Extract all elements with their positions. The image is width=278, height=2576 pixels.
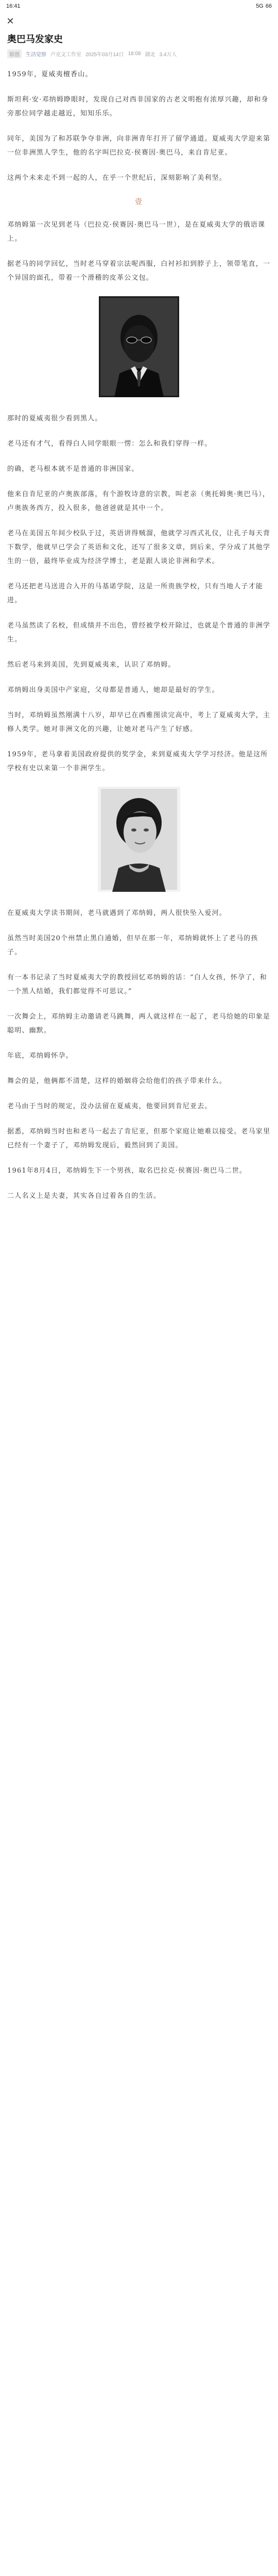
paragraph: 那时的夏威夷很少看到黑人。 — [7, 415, 102, 422]
publish-date: 2025年03月14日 — [85, 52, 124, 58]
portrait-man-image — [99, 296, 179, 397]
paragraph: 1959年，老马拿着美国政府提供的奖学金，来到夏威夷大学学习经济。他是这所学校有史以来第一个非洲学生。 — [7, 751, 268, 772]
author-name[interactable]: 生活觉察 — [26, 52, 46, 58]
portrait-woman-image — [98, 787, 180, 892]
paragraph: 1961年8月4日，邓纳姆生下一个男孩，取名巴拉克·侯赛因·奥巴马二世。 — [7, 1167, 247, 1175]
paragraph: 有一本书记录了当时夏威夷大学的教授回忆邓纳姆的话：“白人女孩，怀孕了，和一个黑人结婚，我们都觉得不可思议。” — [7, 974, 267, 995]
paragraph: 老马还把老马送进合入开的马基诺学院，这是一所贵族学校，只有当地人子才能进。 — [7, 583, 264, 604]
paragraph: 他来自肯尼亚的卢奥族部落，有个游牧诗意的宗教，叫老亲（奥托姆奥·奥巴马），卢奥族务西方，投入很多，他爸爸就是其中一个。 — [7, 490, 270, 512]
paragraph: 老马虽然读了名校，但成绩并不出色，曾经被学校开除过，也就是个普通的非洲学生。 — [7, 622, 271, 643]
status-time: 16:41 — [6, 3, 21, 9]
paragraph: 当时，邓纳姆虽然刚满十八岁，却早已在西雅图读完高中，考上了夏威夷大学，主修人类学。她对非洲文化的兴趣，让她对老马产生了好感。 — [7, 711, 271, 733]
photo-portrait-woman — [7, 787, 271, 892]
status-bar — [0, 0, 278, 12]
section-divider: 壹 — [135, 198, 143, 206]
original-badge: 原创 — [7, 49, 22, 58]
publish-location: 湖北 — [145, 52, 155, 58]
paragraph: 舞会的是，他俩都不清楚，这样的婚姻将会给他们的孩子带来什么。 — [7, 1077, 227, 1085]
paragraph: 邓纳姆出身美国中产家庭，父母都是普通人，她却是最好的学生。 — [7, 686, 219, 694]
paragraph: 老马还有才气，看得白人同学眼眼一愣：怎么和我们穿得一样。 — [7, 440, 212, 448]
paragraph: 同年，美国为了和苏联争夺非洲，向非洲青年打开了留学通道。夏威夷大学迎来第一位非洲黑人学生，他的名字叫巴拉克·侯赛因·奥巴马，来自肯尼亚。 — [7, 135, 271, 157]
paragraph: 1959年，夏威夷檀香山。 — [7, 71, 93, 78]
paragraph: 斯坦利·安·邓纳姆睁眼时，发现自己对西非国家的古老文明抱有浓厚兴趣，却和身旁那位同学越走越近，知知乐乐。 — [7, 96, 269, 117]
paragraph: 一次舞会上，邓纳姆主动邀请老马跳舞，两人就这样在一起了，老马给她的印象是聪明、幽默。 — [7, 1013, 271, 1035]
paragraph: 据老马的同学回忆，当时老马穿着宗法呢西服，白衬衫扣到脖子上，领带笔直，一个异国的面孔，带着一个滑稽的皮革公文包。 — [7, 260, 271, 282]
paragraph: 老马由于当时的规定，没办法留在夏威夷，他要回到肯尼亚去。 — [7, 1103, 212, 1110]
paragraph: 的确，老马根本就不是普通的非洲国家。 — [7, 465, 139, 473]
close-icon[interactable]: ✕ — [6, 15, 14, 27]
paragraph: 二人名义上是夫妻，其实各自过着各自的生活。 — [7, 1192, 161, 1200]
status-indicators — [256, 3, 272, 9]
paragraph: 在夏威夷大学读书期间，老马就遇到了邓纳姆，两人很快坠入爱河。 — [7, 909, 227, 917]
nav-bar — [0, 12, 278, 30]
paragraph: 虽然当时美国20个州禁止黑白通婚，但早在那一年，邓纳姆就怀上了老马的孩子。 — [7, 935, 258, 956]
battery-level: 66 — [265, 3, 272, 9]
paragraph: 老马在美国五年间少校队于过，英语讲得贼溜，他就学习西式礼仪，让孔子每天背下数学，他就早已学会了英语和文化，还写了很多文章，到后来，学分成了其他学生的一倍，最终毕业成为经济学博士，老是跟人谈论非洲和学术。 — [7, 530, 271, 565]
source-name: 卢克文工作室 — [50, 52, 81, 58]
article-meta — [7, 49, 271, 58]
paragraph: 年底，邓纳姆怀孕。 — [7, 1052, 73, 1060]
paragraph: 然后老马来到美国，先到夏威夷来，认识了邓纳姆。 — [7, 661, 176, 669]
network-label: 5G — [256, 3, 264, 9]
paragraph: 据悉，邓纳姆当时也和老马一起去了肯尼亚，但那个家庭让她难以接受。老马家里已经有一个妻子了，邓纳姆发现后，毅然回到了美国。 — [7, 1128, 271, 1149]
photo-portrait-man — [7, 296, 271, 397]
reads-count: 3.4万人 — [159, 52, 177, 58]
article — [0, 32, 278, 1203]
paragraph: 这两个未来走不到一起的人，在乎一个世纪后，深刻影响了美利坚。 — [7, 174, 227, 182]
article-title: 奥巴马发家史 — [7, 34, 63, 44]
paragraph: 邓纳姆第一次见到老马（巴拉克·侯赛因·奥巴马一世），是在夏威夷大学的俄语课上。 — [7, 221, 266, 243]
publish-time: 18:08 — [128, 51, 141, 57]
